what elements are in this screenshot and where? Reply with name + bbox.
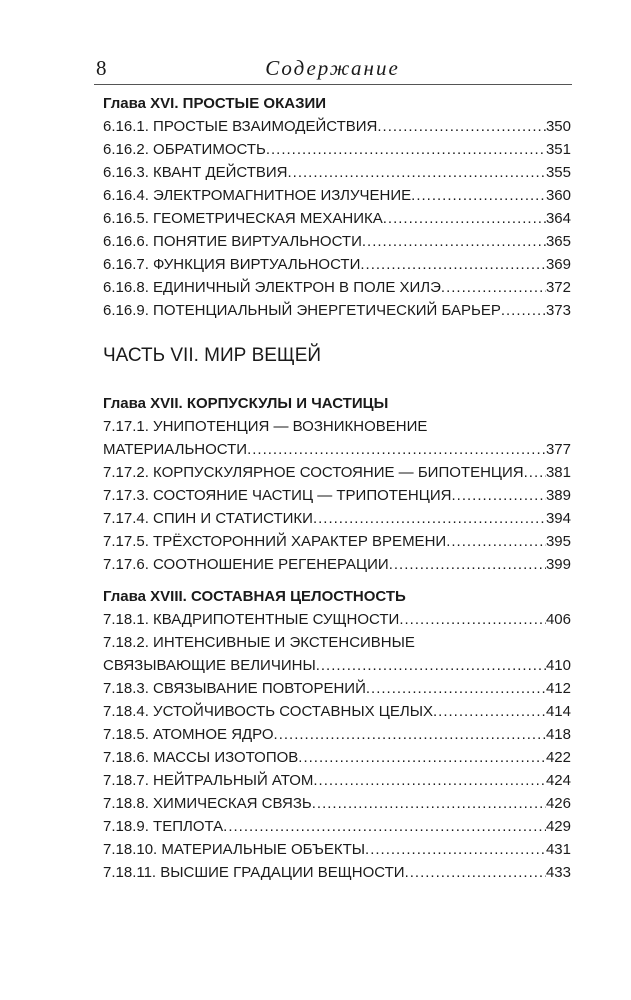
toc-entry-title: 7.17.6. СООТНОШЕНИЕ РЕГЕНЕРАЦИИ <box>103 556 389 573</box>
toc-entry <box>103 138 571 161</box>
dot-leader <box>247 438 546 461</box>
dot-leader <box>501 299 546 322</box>
toc-entry-title: 6.16.9. ПОТЕНЦИАЛЬНЫЙ ЭНЕРГЕТИЧЕСКИЙ БАРЬЕР <box>103 302 501 319</box>
toc-entry-title: 7.18.1. КВАДРИПОТЕНТНЫЕ СУЩНОСТИ <box>103 611 400 628</box>
toc-entry-page: 429 <box>545 818 571 835</box>
toc-entry <box>103 253 571 276</box>
toc-entry-page: 410 <box>545 657 571 674</box>
toc-entry-title: 6.16.1. ПРОСТЫЕ ВЗАИМОДЕЙСТВИЯ <box>103 118 378 135</box>
toc-entry <box>103 299 571 322</box>
toc-entry-page: 381 <box>545 464 571 481</box>
chapter-16 <box>103 92 571 322</box>
chapter-title: Глава XVIII. СОСТАВНАЯ ЦЕЛОСТНОСТЬ <box>103 588 406 605</box>
toc-entry-title: 7.17.5. ТРЁХСТОРОННИЙ ХАРАКТЕР ВРЕМЕНИ <box>103 533 447 550</box>
toc-entry-page: 355 <box>545 164 571 181</box>
toc-entry-line: 7.18.2. ИНТЕНСИВНЫЕ И ЭКСТЕНСИВНЫЕ <box>103 634 415 651</box>
toc-entry-title: 6.16.2. ОБРАТИМОСТЬ <box>103 141 266 158</box>
toc-entry-title: 7.17.4. СПИН И СТАТИСТИКИ <box>103 510 313 527</box>
toc-entry-page: 351 <box>545 141 571 158</box>
toc-entry-page: 395 <box>545 533 571 550</box>
toc-entry-title: 7.18.8. ХИМИЧЕСКАЯ СВЯЗЬ <box>103 795 312 812</box>
toc-entry-title: 6.16.5. ГЕОМЕТРИЧЕСКАЯ МЕХАНИКА <box>103 210 383 227</box>
toc-entry-page: 399 <box>545 556 571 573</box>
toc-entry-line: 7.17.1. УНИПОТЕНЦИЯ — ВОЗНИКНОВЕНИЕ <box>103 418 428 435</box>
toc-entry-title: 6.16.6. ПОНЯТИЕ ВИРТУАЛЬНОСТИ <box>103 233 362 250</box>
dot-leader <box>366 677 546 700</box>
toc-entry-title: 7.18.4. УСТОЙЧИВОСТЬ СОСТАВНЫХ ЦЕЛЫХ <box>103 703 433 720</box>
dot-leader <box>313 507 546 530</box>
dot-leader <box>223 815 546 838</box>
toc-entry-page: 414 <box>545 703 571 720</box>
part-7 <box>103 341 571 371</box>
toc-entry-title: 6.16.8. ЕДИНИЧНЫЙ ЭЛЕКТРОН В ПОЛЕ ХИЛЭ <box>103 279 441 296</box>
header-rule <box>94 84 572 85</box>
toc-entry-page: 418 <box>545 726 571 743</box>
toc-entry-title: 6.16.3. КВАНТ ДЕЙСТВИЯ <box>103 164 288 181</box>
toc-entry-title: 7.17.3. СОСТОЯНИЕ ЧАСТИЦ — ТРИПОТЕНЦИЯ <box>103 487 452 504</box>
toc-entry-page: 364 <box>545 210 571 227</box>
toc-entry <box>103 792 571 815</box>
toc-entry-title: 6.16.7. ФУНКЦИЯ ВИРТУАЛЬНОСТИ <box>103 256 361 273</box>
dot-leader <box>266 138 546 161</box>
toc-entry-page: 412 <box>545 680 571 697</box>
dot-leader <box>433 700 546 723</box>
toc-entry <box>103 461 571 484</box>
toc-entry-page: 373 <box>545 302 571 319</box>
toc-entry <box>103 230 571 253</box>
toc-entry-title: 6.16.4. ЭЛЕКТРОМАГНИТНОЕ ИЗЛУЧЕНИЕ <box>103 187 412 204</box>
toc-entry-page: 377 <box>545 441 571 458</box>
toc-entry-page: 372 <box>545 279 571 296</box>
toc-entry <box>103 276 571 299</box>
dot-leader <box>441 276 546 299</box>
toc-entry <box>103 438 571 461</box>
toc-entry <box>103 115 571 138</box>
toc-entry-page: 350 <box>545 118 571 135</box>
toc-entry-title: 7.17.2. КОРПУСКУЛЯРНОЕ СОСТОЯНИЕ — БИПОТЕНЦИЯ <box>103 464 524 481</box>
toc-entry <box>103 677 571 700</box>
dot-leader <box>399 608 546 631</box>
dot-leader <box>288 161 546 184</box>
toc-entry-title: МАТЕРИАЛЬНОСТИ <box>103 441 248 458</box>
toc-entry <box>103 815 571 838</box>
toc-entry-page: 424 <box>545 772 571 789</box>
toc-entry <box>103 861 571 884</box>
toc-entry <box>103 530 571 553</box>
dot-leader <box>451 484 545 507</box>
dot-leader <box>360 253 546 276</box>
dot-leader <box>274 723 546 746</box>
dot-leader <box>313 769 546 792</box>
part-title: ЧАСТЬ VII. МИР ВЕЩЕЙ <box>103 345 322 366</box>
toc-entry <box>103 484 571 507</box>
toc-entry-page: 426 <box>545 795 571 812</box>
dot-leader <box>377 115 546 138</box>
chapter-title: Глава XVII. КОРПУСКУЛЫ И ЧАСТИЦЫ <box>103 395 389 412</box>
toc-entry <box>103 769 571 792</box>
toc-entry <box>103 553 571 576</box>
toc-entry <box>103 746 571 769</box>
toc-entry-title: 7.18.5. АТОМНОЕ ЯДРО <box>103 726 274 743</box>
dot-leader <box>316 654 546 677</box>
toc-entry-page: 431 <box>545 841 571 858</box>
chapter-title: Глава XVI. ПРОСТЫЕ ОКАЗИИ <box>103 95 327 112</box>
chapter-18 <box>103 585 571 884</box>
toc-entry-title: 7.18.3. СВЯЗЫВАНИЕ ПОВТОРЕНИЙ <box>103 680 366 697</box>
toc-entry <box>103 507 571 530</box>
toc-entry <box>103 654 571 677</box>
toc-entry-title: 7.18.6. МАССЫ ИЗОТОПОВ <box>103 749 299 766</box>
toc-entry <box>103 723 571 746</box>
toc-entry-title: 7.18.9. ТЕПЛОТА <box>103 818 224 835</box>
toc-entry <box>103 700 571 723</box>
toc-entry <box>103 608 571 631</box>
toc-entry-page: 406 <box>545 611 571 628</box>
dot-leader <box>524 461 546 484</box>
toc-entry-page: 394 <box>545 510 571 527</box>
toc-entry <box>103 184 571 207</box>
dot-leader <box>389 553 546 576</box>
dot-leader <box>446 530 546 553</box>
dot-leader <box>383 207 546 230</box>
running-title: Содержание <box>265 56 400 80</box>
dot-leader <box>405 861 546 884</box>
toc-entry-page: 389 <box>545 487 571 504</box>
toc-entry-title: 7.18.7. НЕЙТРАЛЬНЫЙ АТОМ <box>103 772 314 789</box>
toc-entry <box>103 161 571 184</box>
toc-entry-page: 422 <box>545 749 571 766</box>
dot-leader <box>365 838 546 861</box>
dot-leader <box>312 792 546 815</box>
toc-entry <box>103 207 571 230</box>
toc-entry-page: 433 <box>545 864 571 881</box>
dot-leader <box>411 184 546 207</box>
toc-entry-title: СВЯЗЫВАЮЩИЕ ВЕЛИЧИНЫ <box>103 657 316 674</box>
page-number: 8 <box>96 56 107 80</box>
toc-entry-page: 369 <box>545 256 571 273</box>
dot-leader <box>298 746 546 769</box>
toc-entry-page: 360 <box>545 187 571 204</box>
toc-entry-title: 7.18.10. МАТЕРИАЛЬНЫЕ ОБЪЕКТЫ <box>103 841 366 858</box>
chapter-17 <box>103 392 571 576</box>
toc-entry-title: 7.18.11. ВЫСШИЕ ГРАДАЦИИ ВЕЩНОСТИ <box>103 864 405 881</box>
toc-entry <box>103 838 571 861</box>
toc-entry-page: 365 <box>545 233 571 250</box>
dot-leader <box>362 230 546 253</box>
